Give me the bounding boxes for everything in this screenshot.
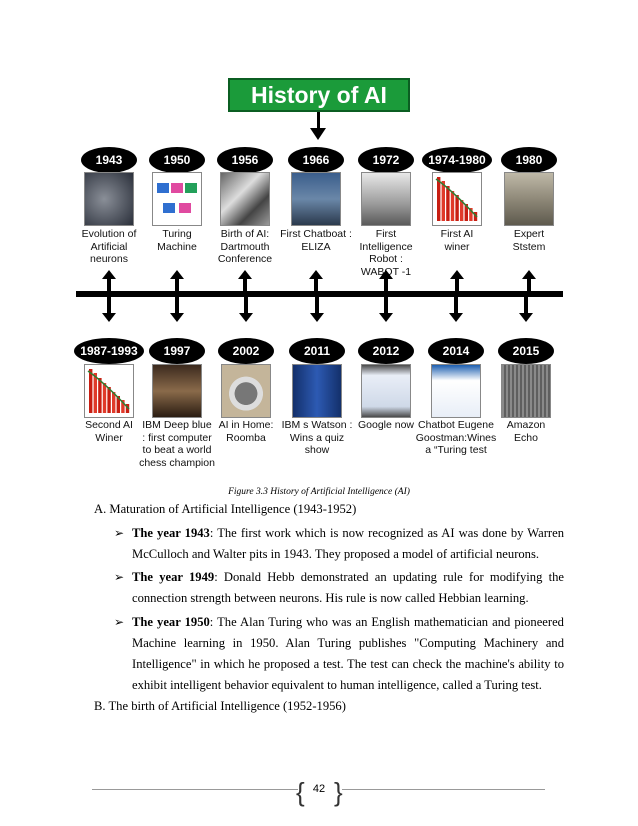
turing-test-icon [153,173,201,225]
timeline-arrow-head [522,270,536,279]
caption-line: Machine [157,240,197,253]
bullet-line: The year 1950: The Alan Turing who was an English mathematician and pioneered [132,615,564,629]
timeline-arrow [170,296,184,322]
figure-title-banner: History of AI [228,78,410,112]
timeline-arrow-shaft [384,296,388,314]
timeline-arrow [239,296,253,322]
bullet-line: Machine learning in 1950. Alan Turing publishes "Computing Machinery and [132,636,564,650]
caption-line: Amazon [506,419,546,431]
timeline-arrow-shaft [527,278,531,292]
top-year-4: 1972 [358,147,414,173]
caption-line: IBM Deep blue [142,419,212,431]
caption-line: Dartmouth [220,240,270,253]
page-number: 42 [312,783,326,795]
timeline-arrow [379,296,393,322]
timeline-arrow [449,296,463,322]
caption-line: Second AI [85,419,133,431]
timeline-arrow-shaft [315,296,319,314]
timeline-arrow [379,270,393,292]
bullet-arrow-icon: ➢ [114,615,125,629]
bottom-image-2 [221,364,271,418]
bottom-image-0 [84,364,134,418]
top-caption-6 [483,228,575,253]
caption-line: to beat a world [142,444,212,456]
caption-line: chess champion [139,456,215,469]
bullet-line: The year 1949: Donald Hebb demonstrated an updating rule for modifying the [132,570,564,584]
caption-line: First Chatboat : [280,228,352,240]
timeline-arrow-shaft [314,278,318,292]
timeline-arrow-shaft [175,296,179,314]
top-year-3: 1966 [288,147,344,173]
timeline-arrow-head [102,270,116,279]
top-image-0 [84,172,134,226]
bullet-label: The year 1949 [132,570,215,584]
timeline-arrow [450,270,464,292]
caption-line: a “Turing test [425,444,487,456]
bottom-image-1 [152,364,202,418]
declining-bar-chart-icon [85,365,133,417]
top-year-2: 1956 [217,147,273,173]
bullet-item-0 [132,523,564,565]
timeline-arrow-head [379,313,393,322]
caption-line: WABOT -1 [360,265,412,278]
top-year-5: 1974-1980 [422,147,492,173]
bullet-line: Intelligence" in which he proposed a test. The test can check the machine's ability to [132,657,564,671]
timeline-arrow-shaft [244,296,248,314]
timeline-arrow-shaft [524,296,528,314]
caption-line: : first computer [142,431,212,444]
caption-line: Google now [357,419,415,431]
bullet-line: connection strength between neurons. His rule is now called Hebbian learning. [132,591,529,605]
timeline-arrow-head [449,313,463,322]
caption-line: Turing [162,228,192,240]
bullet-arrow-icon: ➢ [114,570,125,584]
timeline-arrow [522,270,536,292]
timeline-arrow-head [170,270,184,279]
timeline-arrow-head [450,270,464,279]
bullet-arrow-icon: ➢ [114,526,125,540]
timeline-arrow-head [310,313,324,322]
timeline-arrow-head [102,313,116,322]
top-year-1: 1950 [149,147,205,173]
timeline-arrow-head [170,313,184,322]
top-image-4 [361,172,411,226]
caption-line: Expert [513,228,545,240]
caption-line: AI in Home: [218,419,274,431]
caption-line: Wins a quiz [289,431,345,444]
timeline-arrow [170,270,184,292]
bullet-label: The year 1943 [132,526,210,540]
caption-line: Chatbot Eugene [418,419,494,431]
top-image-1 [152,172,202,226]
caption-line: Intelligence [359,240,413,253]
timeline-arrow-shaft [455,278,459,292]
figure-caption: Figure 3.3 History of Artificial Intelligence (AI) [228,487,410,497]
bottom-image-3 [292,364,342,418]
bullet-line: exhibit intelligent behavior equivalent to human intelligence, called a Turing test. [132,678,542,692]
bottom-image-4 [361,364,411,418]
bullet-item-2 [132,612,564,696]
footer-bracket-right: } [334,777,343,807]
timeline-arrow [102,296,116,322]
bottom-year-5: 2014 [428,338,484,364]
top-image-3 [291,172,341,226]
timeline-arrow-shaft [384,278,388,292]
bullet-item-1 [132,567,564,609]
timeline-arrow-head [309,270,323,279]
bullet-label: The year 1950 [132,615,210,629]
caption-line: Winer [95,431,123,444]
bullet-line: McCulloch and Walter pits in 1943. They proposed a model of artificial neurons. [132,547,540,561]
title-arrow-head [310,128,326,140]
timeline-arrow [309,270,323,292]
timeline-arrow [102,270,116,292]
caption-line: show [304,444,330,456]
caption-line: winer [444,240,470,253]
bottom-year-6: 2015 [498,338,554,364]
timeline-arrow [238,270,252,292]
caption-line: Echo [514,431,538,444]
timeline-arrow-head [238,270,252,279]
caption-line: neurons [90,253,128,265]
caption-line: IBM s Watson : [281,419,353,431]
top-year-6: 1980 [501,147,557,173]
declining-bar-chart-icon [433,173,481,225]
timeline-arrow-shaft [107,278,111,292]
timeline-arrow-shaft [454,296,458,314]
timeline-arrow-shaft [243,278,247,292]
caption-line: Evolution of [81,228,137,240]
caption-line: ELIZA [301,240,331,253]
top-image-6 [504,172,554,226]
caption-line: Goostman:Wines [415,431,497,444]
bottom-year-0: 1987-1993 [74,338,144,364]
section-b-heading: B. The birth of Artificial Intelligence (1952-1956) [94,699,346,713]
caption-line: Conference [217,253,273,265]
timeline-arrow [310,296,324,322]
top-year-0: 1943 [81,147,137,173]
bottom-year-3: 2011 [289,338,345,364]
caption-line: First [375,228,397,240]
timeline-arrow-head [519,313,533,322]
top-image-2 [220,172,270,226]
caption-line: First AI [440,228,474,240]
caption-line: Ststem [512,240,546,253]
timeline-arrow-head [379,270,393,279]
bottom-year-4: 2012 [358,338,414,364]
top-image-5 [432,172,482,226]
caption-line: Robot : [369,253,403,265]
bottom-image-5 [431,364,481,418]
caption-line: Roomba [226,431,266,444]
bullet-line: The year 1943: The first work which is now recognized as AI was done by Warren [132,526,565,540]
timeline-arrow-shaft [175,278,179,292]
bottom-image-6 [501,364,551,418]
bottom-year-2: 2002 [218,338,274,364]
bottom-year-1: 1997 [149,338,205,364]
timeline-arrow-head [239,313,253,322]
section-a-heading: A. Maturation of Artificial Intelligence (1943-1952) [94,502,357,516]
footer-bracket-left: { [296,777,305,807]
caption-line: Artificial [90,240,128,253]
caption-line: Birth of AI: [220,228,270,240]
timeline-arrow [519,296,533,322]
bottom-caption-6 [480,419,572,444]
timeline-arrow-shaft [107,296,111,314]
